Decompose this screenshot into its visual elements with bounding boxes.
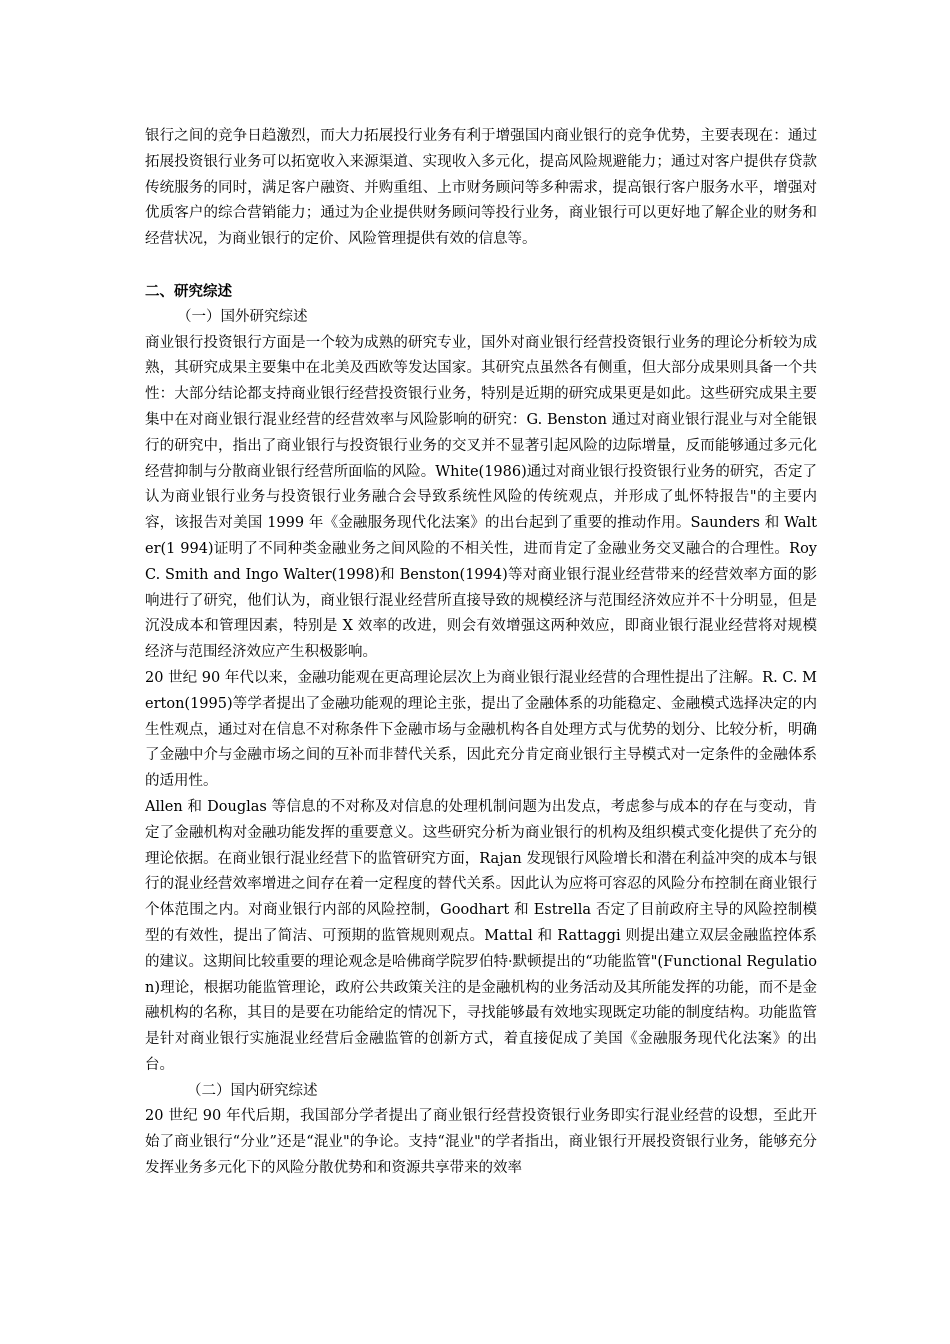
foreign-review-paragraph-1: 商业银行投资银行方面是一个较为成熟的研究专业，国外对商业银行经营投资银行业务的理论分析较为成熟，其研究成果主要集中在北美及西欧等发达国家。其研究点虽然各有侧重，但大部分成果则具备一个共性：大部分结论都支持商业银行经营投资银行业务，特别是近期的研究成果更是如此。这些研究成果主要集中在对商业银行混业经营的经营效率与风险影响的研究：G. Benston 通过对商业银行混业与对全能银行的研究中，指出了商业银行与投资银行业务的交叉并不显著引起风险的边际增量，反而能够通过多元化经营抑制与分散商业银行经营所面临的风险。White(1986)通过对商业银行投资银行业务的研究，否定了认为商业银行业务与投资银行业务融合会导致系统性风险的传统观点，并形成了虬怀特报告"的主要内容，该报告对美国 1999 年《金融服务现代化法案》的出台起到了重要的推动作用。Saunders 和 Walter(1 994)证明了不同种类金融业务之间风险的不相关性，进而肯定了金融业务交叉融合的合理性。RoyC. Smith and Ingo Walter(1998)和 Benston(1994)等对商业银行混业经营带来的经营效率方面的影响进行了研究，他们认为，商业银行混业经营所直接导致的规模经济与范围经济效应并不十分明显，但是沉没成本和管理因素，特别是 X 效率的改进，则会有效增强这两种效应，即商业银行混业经营将对规模经济与范围经济效应产生积极影响。 (145, 334, 817, 661)
foreign-review-paragraph-2: 20 世纪 90 年代以来，金融功能观在更高理论层次上为商业银行混业经营的合理性提出了注解。R. C. Merton(1995)等学者提出了金融功能观的理论主张，提出了金融体系的功能稳定、金融模式选择决定的内生性观点，通过对在信息不对称条件下金融市场与金融机构各自处理方式与优势的划分、比较分析，明确了金融中介与金融市场之间的互补而非替代关系，因此充分肯定商业银行主导模式对一定条件的金融体系的适用性。 (145, 669, 817, 790)
subheading-domestic-review: （二）国内研究综述 (187, 1082, 318, 1099)
domestic-review-paragraph-1: 20 世纪 90 年代后期，我国部分学者提出了商业银行经营投资银行业务即实行混业经营的设想，至此开始了商业银行“分业”还是“混业"的争论。支持“混业"的学者指出，商业银行开展投资银行业务，能够充分发挥业务多元化下的风险分散优势和和资源共享带来的效率 (145, 1108, 817, 1177)
foreign-review-paragraph-3: Allen 和 Douglas 等信息的不对称及对信息的处理机制问题为出发点，考虑参与成本的存在与变动，肯定了金融机构对金融功能发挥的重要意义。这些研究分析为商业银行的机构及组织模式变化提供了充分的理论依据。在商业银行混业经营下的监管研究方面，Rajan 发现银行风险增长和潜在利益冲突的成本与银行的混业经营效率增进之间存在着一定程度的替代关系。因此认为应将可容忍的风险分布控制在商业银行个体范围之内。对商业银行内部的风险控制，Goodhart 和 Estrella 否定了目前政府主导的风险控制模型的有效性，提出了简洁、可预期的监管规则观点。Mattal 和 Rattaggi 则提出建立双层金融监控体系的建议。这期间比较重要的理论观念是哈佛商学院罗伯特·默顿提出的“功能监管"(Functional Regulation)理论，根据功能监管理论，政府公共政策关注的是金融机构的业务活动及其所能发挥的功能，而不是金融机构的名称，其目的是要在功能给定的情况下，寻找能够最有效地实现既定功能的制度结构。功能监管是针对商业银行实施混业经营后金融监管的创新方式，着直接促成了美国《金融服务现代化法案》的出台。 (145, 798, 817, 1073)
intro-paragraph: 银行之间的竞争日趋激烈，而大力拓展投行业务有利于增强国内商业银行的竞争优势，主要表现在：通过拓展投资银行业务可以拓宽收入来源渠道、实现收入多元化，提高风险规避能力；通过对客户提供存贷款传统服务的同时，满足客户融资、并购重组、上市财务顾问等多种需求，提高银行客户服务水平，增强对优质客户的综合营销能力；通过为企业提供财务顾问等投行业务，商业银行可以更好地了解企业的财务和经营状况，为商业银行的定价、风险管理提供有效的信息等。 (145, 128, 817, 248)
subheading-foreign-review: （一）国外研究综述 (177, 308, 308, 325)
document-page (145, 124, 817, 1182)
section-heading-research-review: 二、研究综述 (145, 282, 232, 300)
